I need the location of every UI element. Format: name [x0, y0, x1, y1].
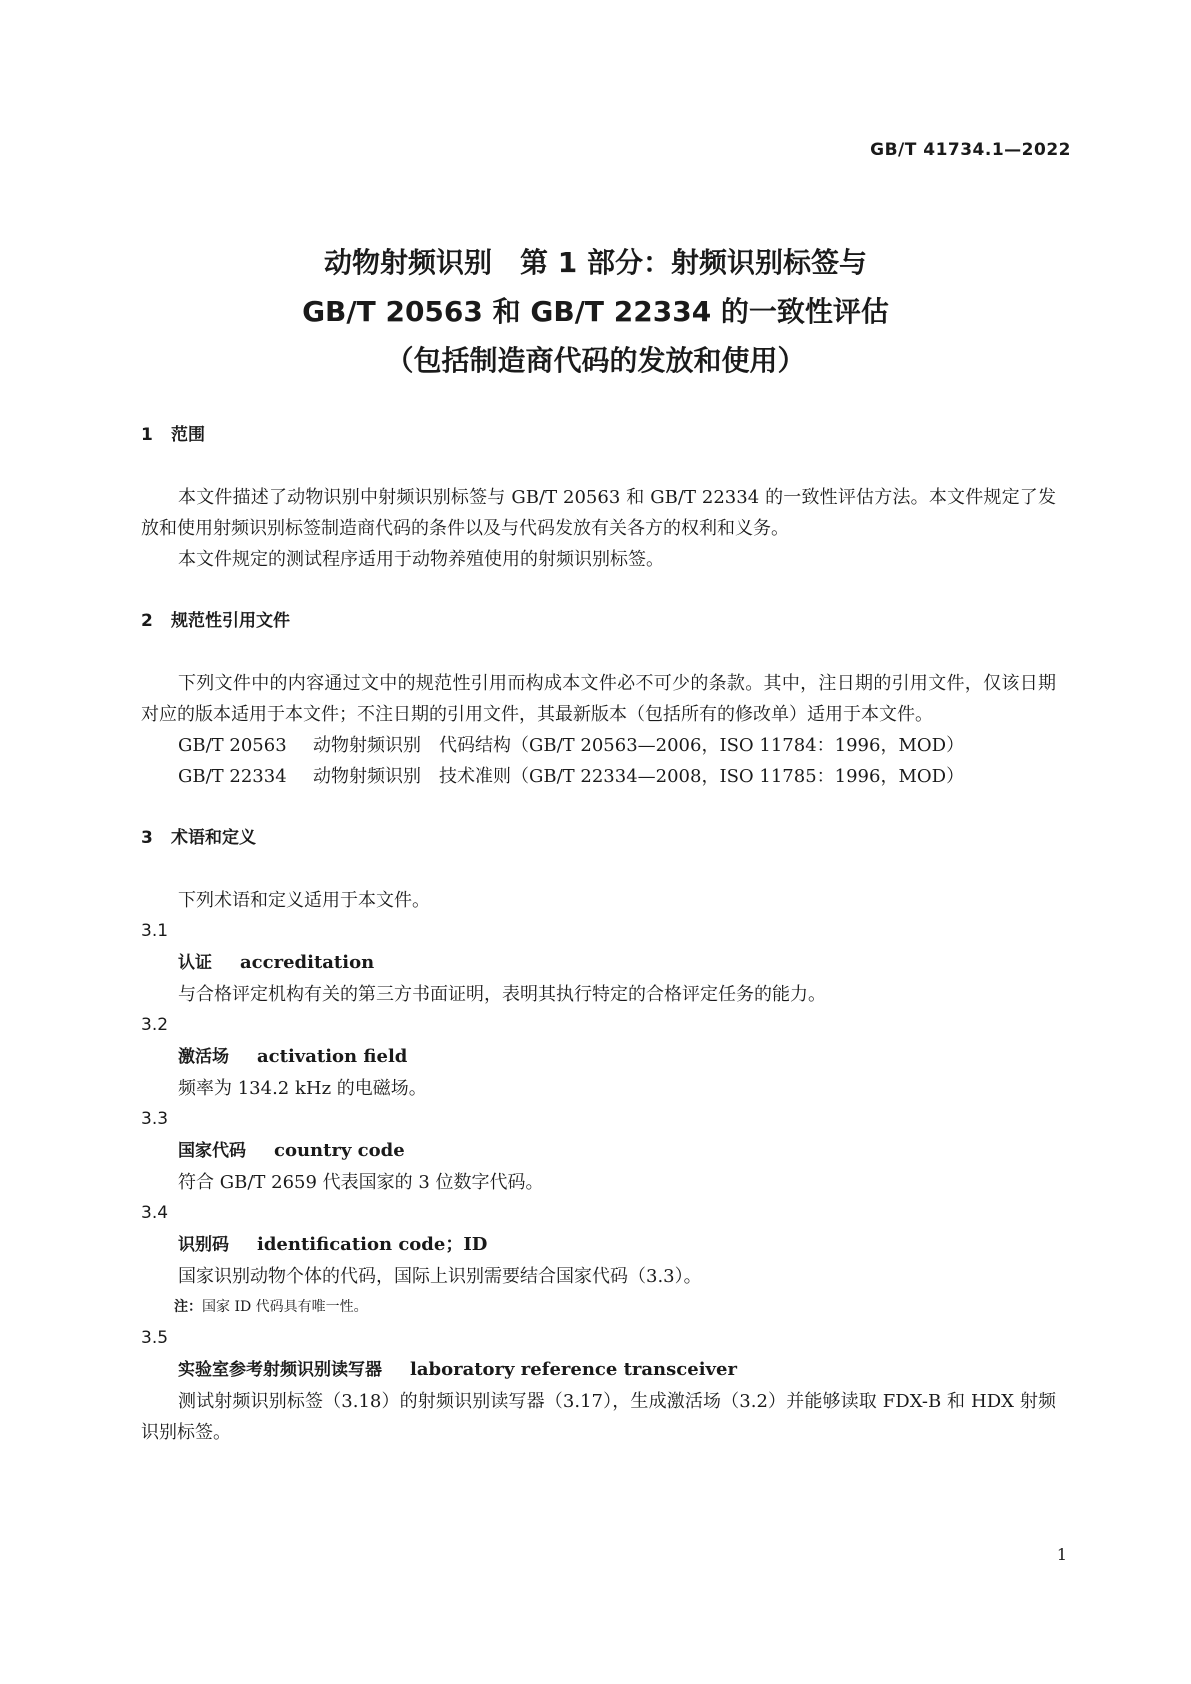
section-heading-terms	[141, 823, 1056, 854]
term-number: 3.4	[141, 1203, 169, 1223]
term-name	[141, 1354, 1056, 1386]
term-name	[141, 1041, 1056, 1073]
term-number: 3.3	[141, 1109, 169, 1129]
term-en: laboratory reference transceiver	[410, 1359, 737, 1380]
term-zh: 认证	[178, 953, 212, 973]
term-number: 3.2	[141, 1015, 169, 1035]
title-line-2: GB/T 20563 和 GB/T 22334 的一致性评估	[302, 295, 889, 328]
scope-paragraph-1: 本文件描述了动物识别中射频识别标签与 GB/T 20563 和 GB/T 22334 的一致性评估方法。本文件规定了发放和使用射频识别标签制造商代码的条件以及与代码发放有关各方的权利和义务。	[141, 487, 1056, 539]
term-en: identification code；ID	[257, 1234, 488, 1255]
section-number: 2	[141, 611, 153, 631]
reference-code: GB/T 20563	[178, 735, 287, 756]
term-definition: 与合格评定机构有关的第三方书面证明，表明其执行特定的合格评定任务的能力。	[178, 984, 826, 1005]
standard-code: GB/T 41734.1—2022	[870, 140, 1071, 160]
note-label: 注：	[174, 1299, 202, 1315]
reference-item	[141, 730, 1056, 761]
note-text: 国家 ID 代码具有唯一性。	[202, 1299, 368, 1315]
term-zh: 国家代码	[178, 1141, 246, 1161]
term-name	[141, 1229, 1056, 1261]
normative-intro: 下列文件中的内容通过文中的规范性引用而构成本文件必不可少的条款。其中，注日期的引用文件，仅该日期对应的版本适用于本文件；不注日期的引用文件，其最新版本（包括所有的修改单）适用于本文件。	[141, 673, 1056, 725]
term-definition: 频率为 134.2 kHz 的电磁场。	[178, 1078, 427, 1099]
term-en: activation field	[257, 1046, 408, 1067]
scope-paragraph-2: 本文件规定的测试程序适用于动物养殖使用的射频识别标签。	[178, 549, 664, 570]
term-zh: 识别码	[178, 1235, 229, 1255]
terms-intro: 下列术语和定义适用于本文件。	[178, 890, 430, 911]
term-en: country code	[274, 1140, 405, 1161]
reference-item	[141, 761, 1056, 792]
title-line-3: （包括制造商代码的发放和使用）	[385, 344, 806, 377]
section-title: 术语和定义	[171, 828, 256, 848]
term-en: accreditation	[240, 952, 375, 973]
page-number: 1	[1056, 1545, 1067, 1564]
reference-name: 动物射频识别 代码结构（GB/T 20563—2006，ISO 11784：1996，MOD）	[313, 735, 965, 756]
term-zh: 激活场	[178, 1047, 229, 1067]
section-number: 1	[141, 425, 153, 445]
reference-name: 动物射频识别 技术准则（GB/T 22334—2008，ISO 11785：1996，MOD）	[313, 766, 965, 787]
term-note	[141, 1292, 1056, 1323]
reference-code: GB/T 22334	[178, 766, 287, 787]
term-number: 3.1	[141, 921, 169, 941]
section-heading-normative	[141, 606, 1056, 637]
term-zh: 实验室参考射频识别读写器	[178, 1360, 382, 1380]
title-line-1: 动物射频识别 第 1 部分：射频识别标签与	[324, 246, 867, 279]
document-body	[141, 420, 1056, 1448]
document-title	[0, 238, 1191, 385]
section-heading-scope	[141, 420, 1056, 451]
term-definition: 符合 GB/T 2659 代表国家的 3 位数字代码。	[178, 1172, 544, 1193]
term-name	[141, 1135, 1056, 1167]
section-number: 3	[141, 828, 153, 848]
term-number: 3.5	[141, 1328, 169, 1348]
section-title: 规范性引用文件	[171, 611, 290, 631]
term-name	[141, 947, 1056, 979]
term-definition: 测试射频识别标签（3.18）的射频识别读写器（3.17），生成激活场（3.2）并能够读取 FDX-B 和 HDX 射频识别标签。	[141, 1391, 1056, 1443]
section-title: 范围	[171, 425, 205, 445]
term-definition: 国家识别动物个体的代码，国际上识别需要结合国家代码（3.3）。	[178, 1266, 702, 1287]
